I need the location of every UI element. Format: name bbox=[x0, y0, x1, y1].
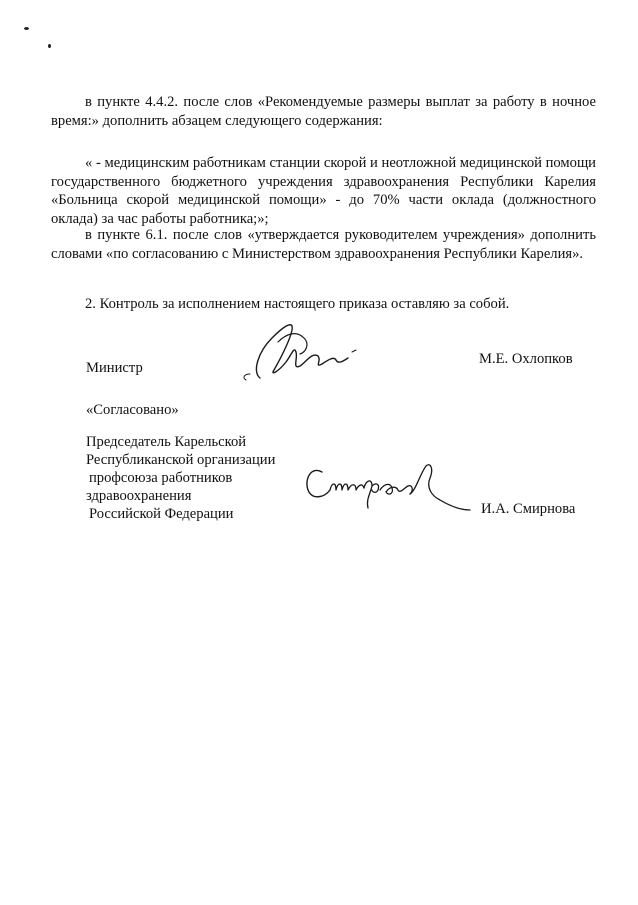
minister-name: М.Е. Охлопков bbox=[479, 351, 573, 367]
chair-title-line: Республиканской организации bbox=[86, 452, 276, 468]
chair-title-line: Председатель Карельской bbox=[86, 434, 247, 450]
minister-signature bbox=[230, 312, 370, 392]
chair-title-line: здравоохранения bbox=[86, 488, 192, 504]
chair-title-block bbox=[86, 433, 275, 523]
scan-speck bbox=[48, 44, 51, 48]
agreed-label: «Согласовано» bbox=[86, 402, 179, 418]
paragraph-insertion: « - медицинским работникам станции скорой и неотложной медицинской помощи государственного бюджетного учреждения здравоохранения Республики Карелия «Больница скорой медицинской помощи» - до 70% части оклада (должностного оклада) за час работы работника;»; bbox=[51, 155, 596, 227]
chair-name: И.А. Смирнова bbox=[481, 501, 576, 517]
paragraph-6-1: в пункте 6.1. после слов «утверждается руководителем учреждения» дополнить словами «по согласованию с Министерством здравоохранения Республики Карелия». bbox=[51, 227, 596, 262]
chair-title-line: Российской Федерации bbox=[89, 506, 234, 522]
paragraph-4-4-2: в пункте 4.4.2. после слов «Рекомендуемые размеры выплат за работу в ночное время:» дополнить абзацем следующего содержания: bbox=[51, 94, 596, 129]
chair-title-line: профсоюза работников bbox=[89, 470, 233, 486]
minister-title: Министр bbox=[86, 360, 143, 376]
scan-speck bbox=[24, 27, 29, 30]
paragraph-control: 2. Контроль за исполнением настоящего приказа оставляю за собой. bbox=[85, 296, 510, 312]
chair-signature bbox=[300, 452, 475, 524]
